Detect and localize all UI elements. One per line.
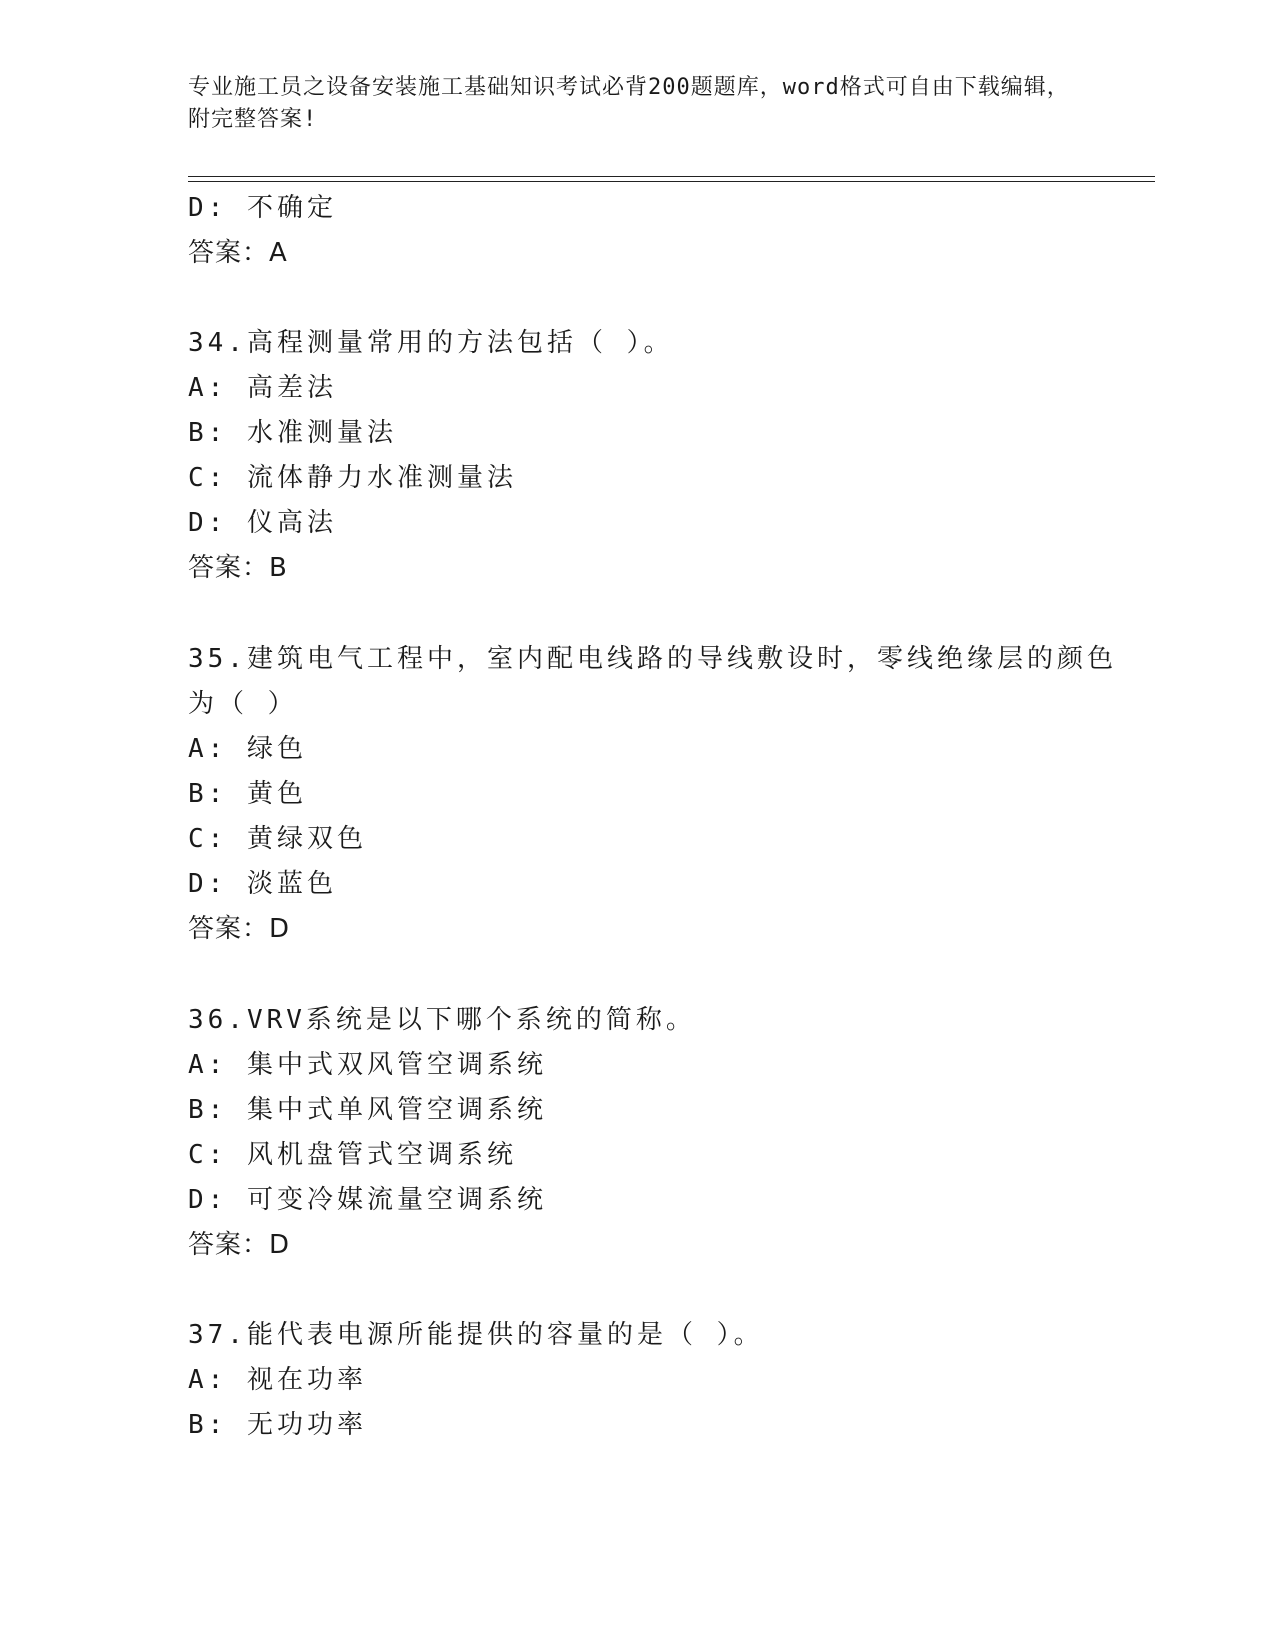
option-line: A: 集中式双风管空调系统 (188, 1050, 547, 1080)
question-line: 37.能代表电源所能提供的容量的是（ ）。 (188, 1320, 764, 1350)
answer-line: 答案：A (188, 238, 288, 268)
answer-line: 答案：B (188, 553, 288, 583)
option-line: A: 绿色 (188, 734, 307, 764)
option-line: B: 水准测量法 (188, 418, 397, 448)
option-line: D: 淡蓝色 (188, 869, 337, 899)
question-line: 34.高程测量常用的方法包括（ ）。 (188, 328, 674, 358)
option-line: B: 黄色 (188, 779, 307, 809)
option-line: B: 集中式单风管空调系统 (188, 1095, 547, 1125)
question-line: 36.VRV系统是以下哪个系统的简称。 (188, 1005, 696, 1035)
option-line: D: 不确定 (188, 193, 337, 223)
answer-line: 答案：D (188, 1230, 291, 1260)
document-header: 专业施工员之设备安装施工基础知识考试必背200题题库，word格式可自由下载编辑，附完整答案! (188, 75, 1070, 132)
option-line: C: 流体静力水准测量法 (188, 463, 517, 493)
option-line: D: 仪高法 (188, 508, 337, 538)
question-line: 35.建筑电气工程中，室内配电线路的导线敷设时，零线绝缘层的颜色 (188, 644, 1117, 674)
option-line: C: 风机盘管式空调系统 (188, 1140, 517, 1170)
option-line: A: 视在功率 (188, 1365, 367, 1395)
header-rule-bottom (188, 181, 1155, 182)
option-line: C: 黄绿双色 (188, 824, 367, 854)
option-line: A: 高差法 (188, 373, 337, 403)
option-line: B: 无功功率 (188, 1410, 367, 1440)
question-line: 为（ ） (188, 689, 298, 719)
option-line: D: 可变冷媒流量空调系统 (188, 1185, 547, 1215)
answer-line: 答案：D (188, 914, 291, 944)
header-rule-top (188, 176, 1155, 177)
